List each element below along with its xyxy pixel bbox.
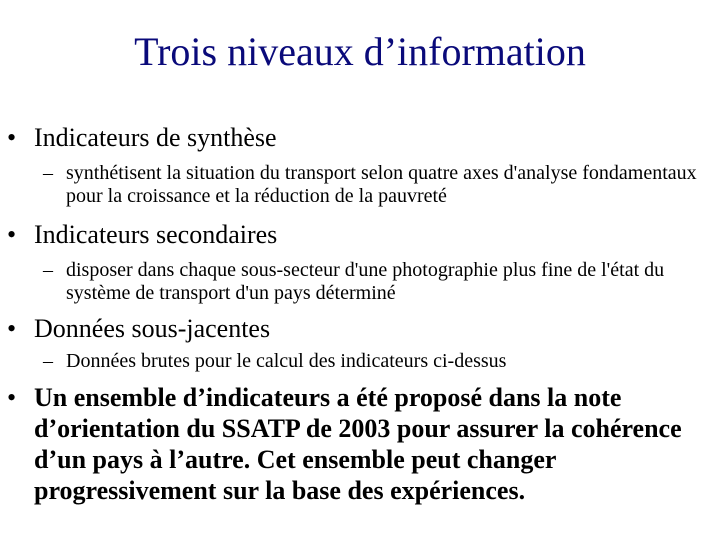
bullet-text: Un ensemble d’indicateurs a été proposé dans la note d’orientation du SSATP de 2003 pour assurer la cohérence d’un pays à l’autre. Cet ensemble peut changer progressivement sur la base des expériences. [34,383,682,505]
bullet-icon: • [7,383,17,412]
bullet-text: Indicateurs de synthèse [34,123,277,152]
sub-bullet-text: Données brutes pour le calcul des indicateurs ci-dessus [66,350,507,372]
dash-icon: – [43,350,53,372]
bullet-icon: • [7,220,17,249]
dash-icon: – [43,162,53,184]
bullet-icon: • [7,123,17,152]
bullet-text: Indicateurs secondaires [34,220,278,249]
sub-bullet-text: synthétisent la situation du transport selon quatre axes d'analyse fondamentaux pour la croissance et la réduction de la pauvreté [66,162,697,207]
slide-title: Trois niveaux d’information [134,29,586,74]
bullet-text: Données sous-jacentes [34,314,271,343]
bullet-icon: • [7,314,17,343]
dash-icon: – [43,259,53,281]
sub-bullet-text: disposer dans chaque sous-secteur d'une photographie plus fine de l'état du système de transport d'un pays déterminé [66,259,665,304]
